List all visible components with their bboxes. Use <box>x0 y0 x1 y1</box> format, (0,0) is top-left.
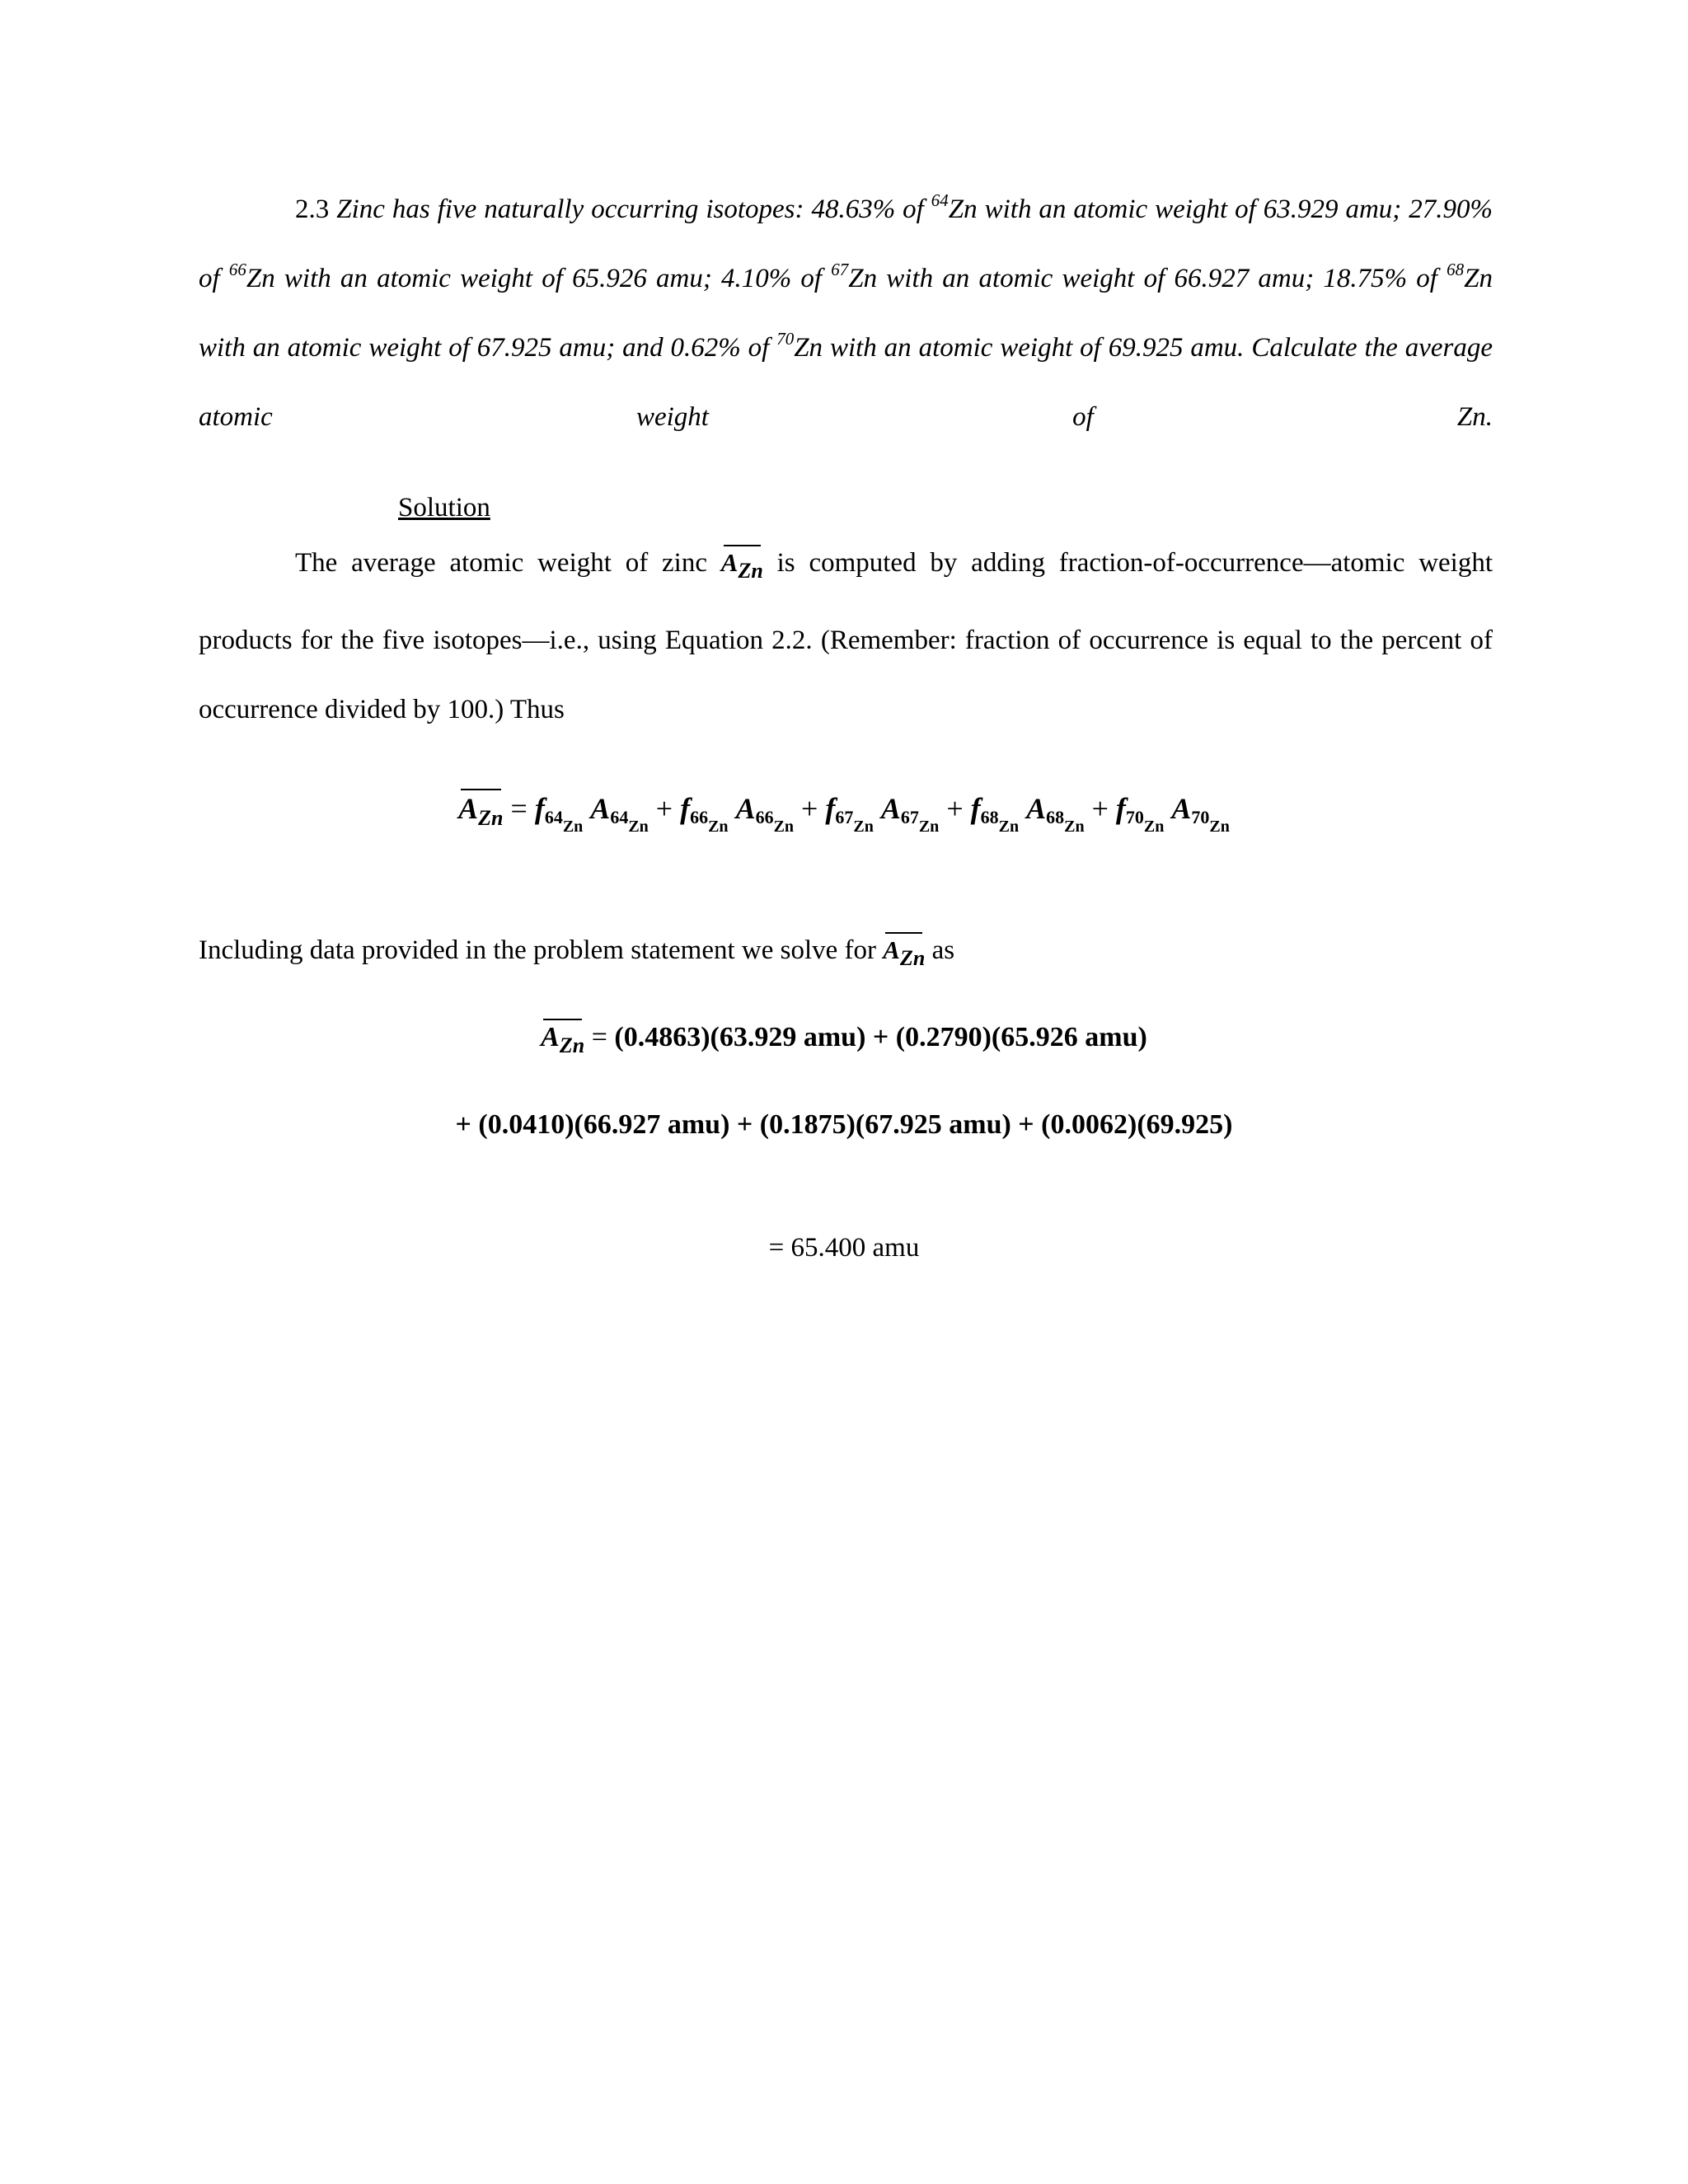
average-atomic-weight-symbol: $A_{Zn}$ <box>720 548 763 583</box>
data-paragraph <box>199 916 1493 993</box>
term-68: $f68_{Zn}$ $A68_{Zn}$ <box>970 792 1085 836</box>
problem-text-e: Zn with an atomic weight of 67.925 amu; and 0.62% of <box>199 264 1493 363</box>
solution-heading: Solution <box>398 493 490 523</box>
isotope-superscript: 66 <box>228 260 246 279</box>
equals-sign: = <box>591 1022 607 1052</box>
term-66: $f66_{Zn}$ $A66_{Zn}$ <box>680 792 795 836</box>
plus-sign: + <box>946 792 964 825</box>
data-text-a: Including data provided in the problem statement we solve for <box>199 935 877 965</box>
term-67: $f67_{Zn}$ $A67_{Zn}$ <box>825 792 940 836</box>
general-equation <box>0 791 1688 837</box>
plus-sign: + <box>801 792 818 825</box>
average-atomic-weight-symbol: $A_{Zn}$ <box>883 935 926 970</box>
isotope-superscript: 64 <box>931 190 949 210</box>
term-70: $f70_{Zn}$ $A70_{Zn}$ <box>1115 792 1230 836</box>
problem-text-c: Zn with an atomic weight of 65.926 amu; 4.10% of <box>246 264 823 293</box>
substitution-line-1 <box>0 1022 1688 1058</box>
isotope-superscript: 70 <box>776 329 795 349</box>
solution-paragraph <box>199 528 1493 744</box>
problem-text-d: Zn with an atomic weight of 66.927 amu; 18.75% of <box>848 264 1437 293</box>
plus-sign: + <box>655 792 673 825</box>
problem-text-a: Zinc has five naturally occurring isotopes: 48.63% of <box>336 194 924 224</box>
substitution-terms-1: (0.4863)(63.929 amu) + (0.2790)(65.926 amu) <box>614 1022 1147 1052</box>
substitution-line-2: + (0.0410)(66.927 amu) + (0.1875)(67.925 amu) + (0.0062)(69.925) <box>455 1109 1233 1140</box>
problem-text-f: Zn with an atomic weight of 69.925 amu. Calculate the average atomic weight of Zn. <box>199 333 1493 432</box>
equals-sign: = <box>510 792 528 825</box>
term-64: $f64_{Zn}$ $A64_{Zn}$ <box>534 792 649 836</box>
solution-text-a: The average atomic weight of zinc <box>295 548 707 578</box>
isotope-superscript: 67 <box>831 260 849 279</box>
plus-sign: + <box>1091 792 1109 825</box>
final-result: = 65.400 amu <box>768 1233 920 1263</box>
solution-text-b: is computed by adding fraction-of-occurrence—atomic weight products for the five isotopes—i.e., using Equation 2.2. (Remember: fraction of occurrence is equal to the percent of occurrence divided by 100.) Thus <box>199 548 1493 724</box>
equation-lhs: $A_{Zn}$ <box>541 1022 585 1057</box>
isotope-superscript: 68 <box>1447 260 1465 279</box>
problem-number: 2.3 <box>295 194 330 224</box>
data-text-b: as <box>931 935 955 965</box>
equation-lhs: $A_{Zn}$ <box>458 792 504 830</box>
problem-text-b: Zn with an atomic weight of 63.929 amu; 27.90% of <box>199 194 1493 293</box>
problem-statement <box>199 175 1493 452</box>
